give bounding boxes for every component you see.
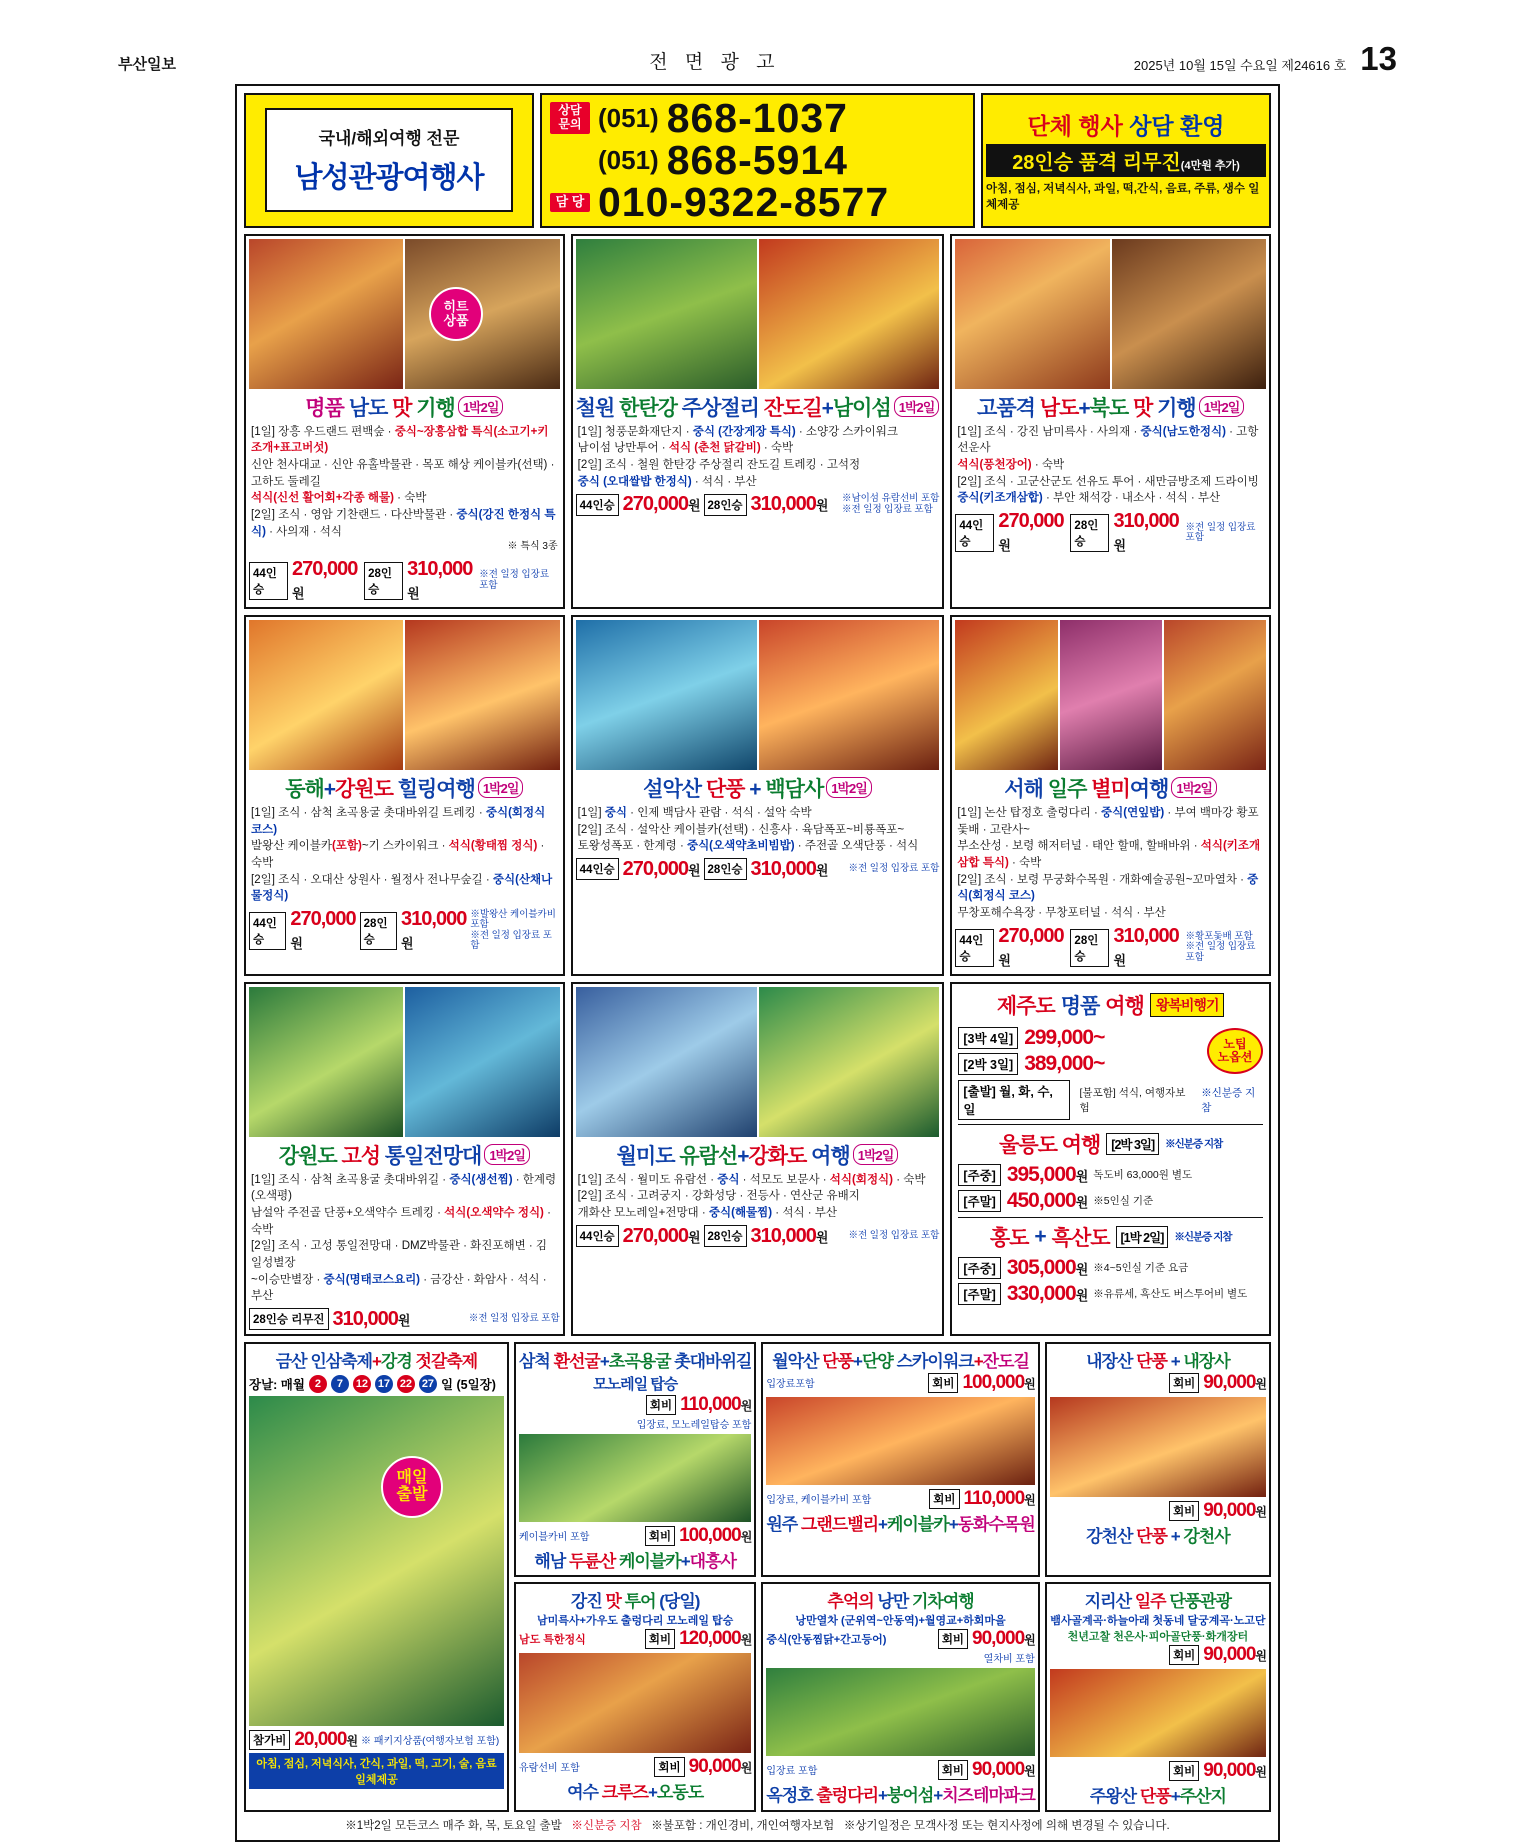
company-name: 남성관광여행사 — [294, 162, 484, 195]
fee2-amount: 90,000원 — [1203, 1759, 1266, 1781]
limousine-extra: (4만원 추가) — [1180, 160, 1240, 173]
card-title: 강원도 고성 통일전망대 1박2일 — [249, 1140, 560, 1170]
cell-title: 추억의 낭만 기차여행 — [827, 1591, 974, 1611]
hongdo-weekend-price: 330,000원 — [1006, 1281, 1088, 1305]
daily-departure-stamp: 매일 출발 — [381, 1456, 443, 1518]
pax-label-44: 44인승 — [249, 562, 288, 600]
ginseng-title-d: 젓갈축제 — [415, 1351, 478, 1371]
price-44: 270,000원 — [622, 493, 700, 516]
ulleung-weekday-note: 독도비 63,000원 별도 — [1093, 1169, 1193, 1182]
fee-label: 회비 — [1169, 1645, 1199, 1665]
fee-include-note: 열차비 포함 — [983, 1653, 1035, 1665]
hongdo-weekend-note: ※유류세, 흑산도 버스투어비 별도 — [1093, 1288, 1248, 1301]
ginseng-title-a: 금산 인삼축제 — [275, 1351, 373, 1371]
pax-label-28: 28인승 — [364, 562, 403, 600]
card-itinerary: [1일] 중식 · 인제 백담사 관람 · 석식 · 설악 숙박 [2일] 조식 · 설악산 케이블카(선택) · 신흥사 · 육담폭포~비룡폭포~ 토왕성폭포 · 한계령 · 중식(오색약초비빔밥) · 주전골 오색단풍 · 석식 — [577, 806, 919, 853]
card-jirisan[interactable] — [1045, 1582, 1271, 1812]
jeju-duration-2: [2박 3일] — [958, 1053, 1018, 1075]
group-event-a: 단체 행사 — [1027, 113, 1123, 140]
ulleung-title: 울릉도 여행 — [999, 1133, 1101, 1157]
card-title: 동해+강원도 힐링여행 1박2일 — [249, 773, 560, 803]
phone-row-2 — [550, 136, 965, 183]
cell-subtitle: 모노레일 탑승 — [593, 1375, 678, 1393]
jeju-flight-chip: 왕복비행기 — [1150, 993, 1225, 1017]
cell-title-2: 해남 두륜산 케이블카+대흥사 — [534, 1551, 736, 1571]
price-44: 270,000원 — [292, 557, 358, 601]
product-card-seohae-ilju[interactable] — [950, 615, 1271, 976]
cell-photo — [519, 1434, 751, 1522]
cell-title: 월악산 단풍+단양 스카이워크+잔도길 — [772, 1351, 1029, 1371]
photo — [576, 620, 757, 770]
photo — [1164, 620, 1266, 770]
card-extra-note: ※ 특식 3종 — [507, 541, 558, 553]
card-itinerary: [1일] 조식 · 강진 남미륵사 · 사의재 · 중식(남도한정식) · 고항 선운사 석식(풍천장어) · 숙박 [2일] 조식 · 고군산군도 선유도 투어 · 새만금방조제 드라이빙 중식(키조개삼합) · 부안 채석강 · 내소사 · 석식 · 부산 — [957, 425, 1259, 505]
hongdo-weekday-note: ※4~5인실 기준 요금 — [1093, 1262, 1189, 1275]
jeju-conditions — [958, 1080, 1263, 1120]
card-price-row — [955, 925, 1266, 971]
section-label: 전 면 광 고 — [649, 51, 781, 73]
market-day-7: 7 — [331, 1375, 349, 1393]
photo — [249, 239, 403, 389]
card-title: 명품 남도 맛 기행 1박2일 — [249, 392, 560, 422]
price-28: 310,000원 — [750, 857, 828, 880]
phone-number-3[interactable]: 010-9322-8577 — [598, 178, 890, 225]
product-grid — [244, 234, 1271, 1336]
fee2-label: 회비 — [645, 1526, 675, 1546]
cell-sub-line-2: 남도 특한정식 — [519, 1633, 586, 1646]
pax-label-44: 44인승 — [955, 514, 994, 552]
footnote-a: ※1박2일 모든코스 매주 화, 목, 토요일 출발 — [345, 1819, 562, 1832]
cell-photo — [1050, 1669, 1266, 1757]
cell-title: 삼척 환선굴+초곡용굴 촛대바위길 — [519, 1351, 752, 1371]
pax-label-28: 28인승 — [704, 858, 747, 880]
market-day-17: 17 — [375, 1375, 393, 1393]
market-days-suffix: 일 (5일장) — [440, 1377, 496, 1392]
fee-label: 회비 — [938, 1629, 968, 1649]
ginseng-fee-label: 참가비 — [249, 1730, 290, 1750]
jeju-title-b: 명품 — [1060, 994, 1100, 1018]
hongdo-weekend-label: [주말] — [958, 1283, 1000, 1305]
footnote-d: ※상기일정은 모객사정 또는 현지사정에 의해 변경될 수 있습니다. — [843, 1819, 1170, 1832]
jeju-price-1: 299,000~ — [1024, 1025, 1105, 1049]
fee2-label: 회비 — [938, 1760, 968, 1780]
fee-amount: 100,000원 — [962, 1371, 1035, 1393]
phone-row-3 — [550, 178, 965, 225]
cell-photo — [519, 1653, 751, 1753]
photo — [1060, 620, 1162, 770]
product-card-myeongpum-namdo[interactable] — [244, 234, 565, 609]
day-tour-section — [244, 1342, 1271, 1812]
cell-title-2: 주왕산 단풍+주산지 — [1089, 1786, 1226, 1806]
pax-label-limousine: 28인승 리무진 — [249, 1308, 329, 1330]
card-title: 고품격 남도+북도 맛 기행 1박2일 — [955, 392, 1266, 422]
product-card-wolmido-ganghwado[interactable] — [571, 982, 945, 1336]
phone-number-2[interactable]: 868-5914 — [666, 136, 848, 183]
staff-tag: 담 당 — [550, 193, 590, 212]
card-title: 월미도 유람선+강화도 여행 1박2일 — [576, 1140, 940, 1170]
cell-sub-line-2: 천년고찰 천은사·피아골단풍·화개장터 — [1067, 1630, 1249, 1643]
cell-title: 지리산 일주 단풍관광 — [1084, 1591, 1232, 1611]
cell-sub-line-1: 뱀사골계곡·하늘아래 첫동네 달궁계곡·노고단 — [1050, 1614, 1266, 1627]
cell-photo — [1050, 1397, 1266, 1497]
product-card-donghae-gangwon[interactable] — [244, 615, 565, 976]
photo — [759, 620, 940, 770]
card-woraksan-danyang[interactable] — [761, 1342, 1039, 1577]
phone2-prefix: (051) — [598, 144, 659, 175]
no-tip-no-option-stamp: 노팁 노옵션 — [1207, 1028, 1263, 1074]
card-price-row — [576, 858, 940, 881]
ad-footnotes — [244, 1817, 1271, 1833]
ulleung-title-row — [958, 1129, 1263, 1159]
market-day-22: 22 — [397, 1375, 415, 1393]
ulleung-weekend-note: ※5인실 기준 — [1093, 1195, 1154, 1208]
card-photos — [576, 620, 940, 770]
cell2-fee-row — [766, 1488, 1034, 1510]
photo — [759, 239, 940, 389]
card-photos — [249, 239, 560, 389]
hongdo-title-a: 홍도 — [989, 1226, 1029, 1250]
photo — [249, 987, 403, 1137]
publication-date: 2025년 10월 15일 수요일 제24616 호 — [1133, 57, 1347, 73]
hongdo-weekday-price: 305,000원 — [1006, 1255, 1088, 1279]
phone-block — [540, 93, 975, 228]
cell2-fee-row — [766, 1759, 1034, 1781]
newspaper-header — [0, 0, 1515, 80]
card-price-row — [249, 558, 560, 604]
price-28: 310,000원 — [750, 1224, 828, 1247]
fee-amount: 90,000원 — [1203, 1371, 1266, 1393]
jeju-depart: [출발] 월, 화, 수, 일 — [958, 1080, 1069, 1120]
island-packages-panel[interactable] — [950, 982, 1271, 1336]
cell-title: 강진 맛 투어 (당일) — [570, 1591, 700, 1611]
fee2-amount: 90,000원 — [688, 1755, 752, 1777]
card-title: 철원 한탄강 주상절리 잔도길+남이섬 1박2일 — [576, 392, 940, 422]
pax-label-44: 44인승 — [249, 912, 286, 950]
price-44: 270,000원 — [998, 924, 1064, 968]
fee-amount: 120,000원 — [679, 1627, 752, 1649]
card-photos — [249, 987, 560, 1137]
product-card-gangwon-goseong[interactable] — [244, 982, 565, 1336]
product-card-cheorwon-hantan[interactable] — [571, 234, 945, 609]
cell-fee-row — [1050, 1372, 1266, 1394]
phone-row-1 — [550, 94, 965, 141]
hongdo-duration: [1박 2일] — [1116, 1226, 1169, 1248]
price-28: 310,000원 — [401, 907, 467, 951]
cell-fee-row — [766, 1628, 1034, 1650]
card-photos — [249, 620, 560, 770]
card-ginseng-festival[interactable] — [244, 1342, 509, 1812]
fee2-label: 회비 — [1169, 1501, 1199, 1521]
cell2-fee-row — [519, 1525, 751, 1547]
ginseng-meals-note: 아침, 점심, 저녁식사, 간식, 과일, 떡, 고기, 술, 음료 일체제공 — [249, 1753, 504, 1789]
group-event-b: 상담 환영 — [1129, 113, 1225, 140]
hongdo-title-row — [958, 1222, 1263, 1252]
jeju-price-2: 389,000~ — [1024, 1051, 1105, 1075]
ginseng-title-c: 강경 — [380, 1351, 416, 1371]
price-44: 270,000원 — [290, 907, 356, 951]
fee2-include-note: 케이블카비 포함 — [519, 1532, 590, 1544]
price-28: 310,000원 — [750, 493, 828, 516]
card-itinerary: [1일] 논산 탑정호 출렁다리 · 중식(연잎밥) · 부여 백마강 황포돛배 · 고란사~ 부소산성 · 보령 해저터널 · 태안 할매, 할배바위 · 석식(키조개삼합 특식) · 숙박 [2일] 조식 · 보령 무궁화수목원 · 개화예술공원~꼬마열차 · 중식(회정식 코스) 무창포해수욕장 · 무창포터널 · 석식 · 부산 — [957, 806, 1261, 919]
card-samcheok-hwanseongul[interactable] — [514, 1342, 756, 1577]
card-price-row — [249, 908, 560, 954]
hongdo-id-note: ※신분증 지참 — [1174, 1231, 1232, 1244]
card-train-tour[interactable] — [761, 1582, 1039, 1812]
price-28: 310,000원 — [1113, 510, 1179, 554]
card-itinerary: [1일] 조식 · 삼척 초곡용굴 촛대바위길 트레킹 · 중식(회정식 코스) 발왕산 케이블카(포함)~기 스카이워크 · 석식(황태찜 정식) · 숙박 [2일] 조식 · 오대산 상원사 · 월정사 전나무숲길 · 중식(산채나물정식) — [251, 806, 553, 903]
fee-label: 회비 — [646, 1395, 676, 1415]
market-days — [249, 1375, 504, 1393]
ginseng-fee-row — [249, 1729, 504, 1751]
price-note: ※남이섬 유람선비 포함 ※전 일정 입장료 포함 — [841, 493, 940, 515]
cell2-fee-row — [519, 1756, 751, 1778]
page-number: 13 — [1360, 40, 1397, 77]
cell-fee-row — [519, 1628, 751, 1650]
jeju-title — [958, 990, 1263, 1020]
company-logo-block — [244, 93, 534, 228]
ulleung-weekend-price: 450,000원 — [1006, 1188, 1088, 1212]
cell-fee-row — [519, 1394, 751, 1416]
fee2-amount: 90,000원 — [1203, 1499, 1266, 1521]
fee-label: 회비 — [645, 1629, 675, 1649]
ulleung-price-row-1 — [958, 1163, 1263, 1187]
product-card-seoraksan[interactable] — [571, 615, 945, 976]
cell-photo — [766, 1668, 1034, 1756]
fee2-amount: 110,000원 — [963, 1487, 1035, 1509]
pax-label-28: 28인승 — [704, 1225, 747, 1247]
pax-label-44: 44인승 — [955, 929, 994, 967]
fee-amount: 110,000원 — [680, 1393, 752, 1415]
price-44: 270,000원 — [622, 1224, 700, 1247]
fee2-label: 회비 — [929, 1489, 959, 1509]
pax-label-28: 28인승 — [1070, 929, 1109, 967]
ulleung-id-note: ※신분증 지참 — [1165, 1138, 1223, 1151]
photo — [955, 239, 1109, 389]
ulleung-weekend-label: [주말] — [958, 1190, 1000, 1212]
card-photos — [955, 239, 1266, 389]
price-note: ※전 일정 입장료 포함 — [848, 1229, 940, 1241]
price-note: ※전 일정 입장료 포함 — [479, 569, 550, 591]
phone1-prefix: (051) — [598, 102, 659, 133]
ginseng-title — [249, 1347, 504, 1372]
hongdo-price-row-2 — [958, 1282, 1263, 1306]
hongdo-title-c: 흑산도 — [1051, 1226, 1110, 1250]
group-event-heading — [1028, 108, 1225, 141]
price-note: ※전 일정 입장료 포함 — [468, 1313, 560, 1325]
ginseng-photo — [249, 1396, 504, 1726]
newspaper-name: 부산일보 — [118, 55, 176, 73]
card-price-row — [249, 1308, 560, 1331]
photo — [576, 987, 757, 1137]
ulleung-weekday-price: 395,000원 — [1006, 1162, 1088, 1186]
header-right — [1133, 40, 1397, 77]
ulleung-weekday-label: [주중] — [958, 1164, 1000, 1186]
company-tagline: 국내/해외여행 전문 — [318, 129, 460, 149]
fee-include-note: 입장료포함 — [766, 1379, 815, 1391]
footnote-c: ※불포함 : 개인경비, 개인여행자보험 — [651, 1819, 835, 1832]
fee2-amount: 90,000원 — [972, 1758, 1035, 1780]
pax-label-28: 28인승 — [704, 494, 747, 516]
advertisement — [235, 84, 1280, 1842]
cell-title-2: 강천산 단풍 + 강천사 — [1086, 1526, 1230, 1546]
card-photos — [576, 987, 940, 1137]
hongdo-price-row-1 — [958, 1256, 1263, 1280]
fee-amount: 90,000원 — [1203, 1643, 1266, 1665]
pax-label-44: 44인승 — [576, 494, 619, 516]
card-title: 설악산 단풍 + 백담사 1박2일 — [576, 773, 940, 803]
jeju-duration-1: [3박 4일] — [958, 1027, 1018, 1049]
consult-tag: 상담 문의 — [550, 102, 590, 134]
fee2-include-note: 입장료, 케이블카비 포함 — [766, 1495, 872, 1507]
pax-label-28: 28인승 — [360, 912, 397, 950]
cell-title: 내장산 단풍 + 내장사 — [1086, 1351, 1230, 1371]
pax-label-44: 44인승 — [576, 1225, 619, 1247]
price-limousine: 310,000원 — [332, 1307, 410, 1330]
hongdo-title-b: + — [1034, 1224, 1046, 1248]
photo — [405, 620, 559, 770]
card-price-row — [576, 493, 940, 516]
photo — [955, 620, 1057, 770]
group-event-block — [981, 93, 1271, 228]
footnote-b: ※신분증 지참 — [571, 1819, 642, 1832]
fee2-label: 회비 — [654, 1757, 684, 1777]
cell-sub-line-2: 중식(안동찜닭+간고등어) — [766, 1633, 887, 1646]
fee2-include-note: 유람선비 포함 — [519, 1763, 580, 1775]
photo — [576, 239, 757, 389]
price-note: ※황포돛배 포함 ※전 일정 입장료 포함 — [1185, 930, 1256, 963]
cell-title-2: 여수 크루즈+오동도 — [567, 1782, 704, 1802]
card-photos — [576, 239, 940, 389]
cell-fee-row — [1050, 1644, 1266, 1666]
ad-banner — [244, 93, 1271, 228]
meals-included-note: 아침, 점심, 저녁식사, 과일, 떡,간식, 음료, 주류, 생수 일체제공 — [986, 183, 1260, 212]
card-itinerary: [1일] 장흥 우드랜드 편백숲 · 중식~장흥삼합 특식(소고기+키조개+표고버섯) 신안 천사대교 · 신안 유홀박물관 · 목포 해상 케이블카(선택) · 고하도 둘레길 석식(신선 활어회+각종 해물) · 숙박 [2일] 조식 · 영암 기찬랜드 · 다산박물관 · 중식(강진 한정식 특식) · 사의재 · 석식 ※ 특식 3종 — [249, 424, 560, 555]
cell-fee-row — [766, 1372, 1034, 1394]
price-note: ※전 일정 입장료 포함 — [848, 863, 940, 875]
price-note: ※전 일정 입장료 포함 — [1185, 521, 1256, 544]
fee-label: 회비 — [928, 1373, 958, 1393]
card-price-row — [955, 510, 1266, 556]
ginseng-title-b: + — [372, 1351, 381, 1371]
market-day-2: 2 — [309, 1375, 327, 1393]
hongdo-weekday-label: [주중] — [958, 1257, 1000, 1279]
ginseng-incl-note: ※ 패키지상품(여행자보험 포함) — [361, 1736, 500, 1748]
limousine-label: 28인승 품격 리무진 — [1012, 152, 1181, 175]
fee-amount: 90,000원 — [972, 1627, 1035, 1649]
ginseng-fee: 20,000원 — [294, 1728, 358, 1750]
card-photos — [955, 620, 1266, 770]
pax-label-28: 28인승 — [1070, 514, 1109, 552]
fee-label: 회비 — [1169, 1373, 1199, 1393]
market-day-27: 27 — [419, 1375, 437, 1393]
photo — [759, 987, 940, 1137]
phone-number-1[interactable]: 868-1037 — [666, 94, 848, 141]
photo — [1112, 239, 1266, 389]
jeju-title-c: 여행 — [1105, 994, 1144, 1018]
ulleung-price-row-2 — [958, 1189, 1263, 1213]
fee2-include-note: 입장료 포함 — [766, 1766, 818, 1778]
jeju-include: [불포함] 석식, 여행자보험 — [1079, 1086, 1186, 1114]
price-note: ※발왕산 케이블카비 포함 ※전 일정 입장료 포함 — [470, 909, 556, 952]
card-title: 서해 일주 별미여행 1박2일 — [955, 773, 1266, 803]
price-44: 270,000원 — [998, 510, 1064, 554]
cell-title-2: 옥정호 출렁다리+붕어섬+치즈테마파크 — [766, 1785, 1035, 1805]
product-card-namdo-bukdo[interactable] — [950, 234, 1271, 609]
price-28: 310,000원 — [1113, 924, 1179, 968]
limousine-badge — [986, 144, 1266, 177]
photo — [249, 620, 403, 770]
cell-photo — [766, 1397, 1034, 1485]
card-naejangsan[interactable] — [1045, 1342, 1271, 1577]
jeju-title-a: 제주도 — [996, 994, 1055, 1018]
cell2-fee-row — [1050, 1760, 1266, 1782]
cell-title-2: 원주 그랜드밸리+케이블카+동화수목원 — [766, 1514, 1035, 1534]
cell2-fee-row — [1050, 1500, 1266, 1522]
pax-label-44: 44인승 — [576, 858, 619, 880]
card-gangjin-food-tour[interactable] — [514, 1582, 756, 1812]
fee2-label: 회비 — [1169, 1761, 1199, 1781]
market-day-12: 12 — [353, 1375, 371, 1393]
jeju-price-row-2 — [958, 1052, 1207, 1076]
jeju-id-note: ※신분증 지참 — [1201, 1086, 1256, 1114]
ulleung-duration: [2박 3일] — [1106, 1133, 1159, 1155]
card-itinerary: [1일] 조식 · 삼척 초곡용굴 촛대바위길 · 중식(생선찜) · 한계령(오색평) 남설악 주전골 단풍+오색약수 트레킹 · 석식(오색약수 정식) · 숙박 [2일] 조식 · 고성 통일전망대 · DMZ박물관 · 화진포해변 · 김일성별장 ~이승만별장 · 중식(명태코스요리) · 금강산 · 화암사 · 석식 · 부산 — [251, 1173, 557, 1303]
fee2-amount: 100,000원 — [679, 1524, 752, 1546]
market-days-label: 장날: 매월 — [249, 1377, 305, 1392]
cell-sub-line-1: 낭만열차 (군위역~안동역)+월영교+하회마을 — [795, 1614, 1006, 1627]
fee-include-note: 입장료, 모노레일탑승 포함 — [636, 1419, 752, 1431]
photo — [405, 987, 559, 1137]
jeju-price-row-1 — [958, 1026, 1207, 1050]
hit-product-stamp: 히트 상품 — [429, 287, 483, 341]
price-28: 310,000원 — [407, 557, 473, 601]
card-itinerary: [1일] 청풍문화재단지 · 중식 (간장게장 특식) · 소양강 스카이워크 남이섬 낭만투어 · 석식 (춘천 닭갈비) · 숙박 [2일] 조식 · 철원 한탄강 주상절리 잔도길 트레킹 · 고석정 중식 (오대쌀밥 한정식) · 석식 · 부산 — [577, 425, 898, 488]
card-price-row — [576, 1225, 940, 1248]
price-44: 270,000원 — [622, 857, 700, 880]
cell-sub-line-1: 남미륵사+가우도 출렁다리 모노레일 탑승 — [537, 1614, 734, 1627]
card-itinerary: [1일] 조식 · 월미도 유람선 · 중식 · 석모도 보문사 · 석식(회정식) · 숙박 [2일] 조식 · 고려궁지 · 강화성당 · 전등사 · 연산군 유배지 개화산 모노레일+전망대 · 중식(해물찜) · 석식 · 부산 — [577, 1173, 926, 1219]
